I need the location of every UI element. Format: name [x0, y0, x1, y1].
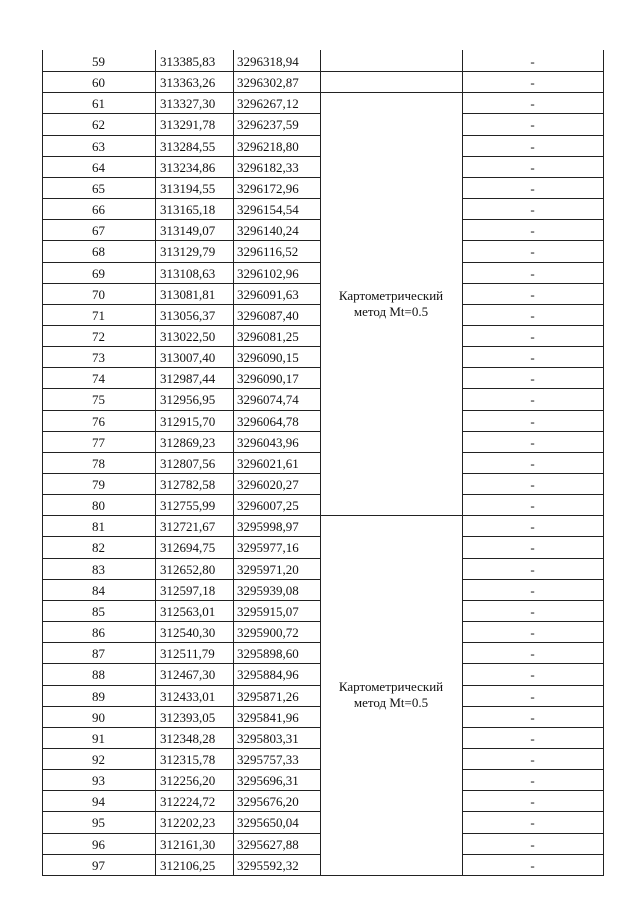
y-coordinate: 3296074,74	[237, 392, 299, 407]
x-coordinate: 312348,28	[160, 731, 216, 746]
accuracy-note: -	[530, 435, 535, 450]
x-coordinate: 313165,18	[160, 202, 216, 217]
y-coordinate: 3296087,40	[237, 308, 299, 323]
y-coordinate: 3296172,96	[237, 181, 299, 196]
y-coordinate: 3296090,15	[237, 350, 299, 365]
y-coordinate: 3295998,97	[237, 519, 299, 534]
accuracy-note: -	[530, 646, 535, 661]
accuracy-note: -	[530, 371, 535, 386]
x-coordinate: 312106,25	[160, 858, 216, 873]
method-divider	[320, 515, 463, 516]
accuracy-note: -	[530, 794, 535, 809]
x-coordinate: 313194,55	[160, 181, 216, 196]
x-coordinate: 313291,78	[160, 117, 216, 132]
y-coordinate: 3296102,96	[237, 266, 299, 281]
point-number: 64	[92, 160, 105, 175]
x-coordinate: 313108,63	[160, 266, 216, 281]
accuracy-note: -	[530, 689, 535, 704]
x-coordinate: 313022,50	[160, 329, 216, 344]
accuracy-note: -	[530, 160, 535, 175]
point-number: 76	[92, 414, 105, 429]
point-number: 73	[92, 350, 105, 365]
method-divider	[320, 92, 463, 93]
point-number: 87	[92, 646, 105, 661]
accuracy-note: -	[530, 181, 535, 196]
x-coordinate: 313327,30	[160, 96, 216, 111]
accuracy-note: -	[530, 329, 535, 344]
accuracy-note: -	[530, 139, 535, 154]
x-coordinate: 312563,01	[160, 604, 216, 619]
y-coordinate: 3296116,52	[237, 244, 299, 259]
x-coordinate: 312224,72	[160, 794, 216, 809]
x-coordinate: 313007,40	[160, 350, 216, 365]
point-number: 59	[92, 54, 105, 69]
y-coordinate: 3295900,72	[237, 625, 299, 640]
point-number: 80	[92, 498, 105, 513]
y-coordinate: 3296081,25	[237, 329, 299, 344]
x-coordinate: 312694,75	[160, 540, 216, 555]
point-number: 62	[92, 117, 105, 132]
accuracy-note: -	[530, 287, 535, 302]
accuracy-note: -	[530, 752, 535, 767]
point-number: 93	[92, 773, 105, 788]
x-coordinate: 313056,37	[160, 308, 216, 323]
y-coordinate: 3296318,94	[237, 54, 299, 69]
accuracy-note: -	[530, 710, 535, 725]
method-text-line: метод Mt=0.5	[353, 695, 429, 710]
accuracy-note: -	[530, 540, 535, 555]
point-number: 65	[92, 181, 105, 196]
accuracy-note: -	[530, 498, 535, 513]
y-coordinate: 3295627,88	[237, 837, 299, 852]
x-coordinate: 312256,20	[160, 773, 216, 788]
x-coordinate: 313363,26	[160, 75, 216, 90]
method-text-line: Картометрический	[338, 288, 444, 303]
accuracy-note: -	[530, 266, 535, 281]
method-text-line: Картометрический	[338, 679, 444, 694]
accuracy-note: -	[530, 223, 535, 238]
method-divider	[320, 71, 463, 72]
y-coordinate: 3295977,16	[237, 540, 299, 555]
point-number: 60	[92, 75, 105, 90]
y-coordinate: 3296182,33	[237, 160, 299, 175]
point-number: 84	[92, 583, 105, 598]
point-number: 81	[92, 519, 105, 534]
x-coordinate: 312202,23	[160, 815, 216, 830]
y-coordinate: 3295971,20	[237, 562, 299, 577]
point-number: 83	[92, 562, 105, 577]
method-divider	[320, 875, 463, 876]
point-number: 69	[92, 266, 105, 281]
point-number: 97	[92, 858, 105, 873]
table-border-right	[603, 50, 604, 876]
y-coordinate: 3295915,07	[237, 604, 299, 619]
point-number: 70	[92, 287, 105, 302]
y-coordinate: 3295898,60	[237, 646, 299, 661]
point-number: 85	[92, 604, 105, 619]
column-divider	[155, 50, 156, 876]
column-divider	[320, 50, 321, 876]
accuracy-note: -	[530, 392, 535, 407]
point-number: 71	[92, 308, 105, 323]
accuracy-note: -	[530, 667, 535, 682]
y-coordinate: 3296140,24	[237, 223, 299, 238]
accuracy-note: -	[530, 75, 535, 90]
y-coordinate: 3295757,33	[237, 752, 299, 767]
x-coordinate: 313284,55	[160, 139, 216, 154]
accuracy-note: -	[530, 625, 535, 640]
y-coordinate: 3295841,96	[237, 710, 299, 725]
y-coordinate: 3295884,96	[237, 667, 299, 682]
point-number: 90	[92, 710, 105, 725]
point-number: 68	[92, 244, 105, 259]
y-coordinate: 3296064,78	[237, 414, 299, 429]
point-number: 77	[92, 435, 105, 450]
column-divider	[233, 50, 234, 876]
accuracy-note: -	[530, 96, 535, 111]
x-coordinate: 312807,56	[160, 456, 216, 471]
point-number: 96	[92, 837, 105, 852]
x-coordinate: 312869,23	[160, 435, 216, 450]
x-coordinate: 312755,99	[160, 498, 216, 513]
y-coordinate: 3295939,08	[237, 583, 299, 598]
accuracy-note: -	[530, 456, 535, 471]
x-coordinate: 312956,95	[160, 392, 216, 407]
accuracy-note: -	[530, 562, 535, 577]
x-coordinate: 312987,44	[160, 371, 216, 386]
accuracy-note: -	[530, 815, 535, 830]
point-number: 92	[92, 752, 105, 767]
x-coordinate: 312161,30	[160, 837, 216, 852]
y-coordinate: 3295871,26	[237, 689, 299, 704]
x-coordinate: 313129,79	[160, 244, 216, 259]
y-coordinate: 3296020,27	[237, 477, 299, 492]
y-coordinate: 3296237,59	[237, 117, 299, 132]
point-number: 79	[92, 477, 105, 492]
y-coordinate: 3296090,17	[237, 371, 299, 386]
accuracy-note: -	[530, 731, 535, 746]
point-number: 61	[92, 96, 105, 111]
method-text-line: метод Mt=0.5	[353, 304, 429, 319]
accuracy-note: -	[530, 308, 535, 323]
accuracy-note: -	[530, 54, 535, 69]
accuracy-note: -	[530, 773, 535, 788]
accuracy-note: -	[530, 350, 535, 365]
point-number: 67	[92, 223, 105, 238]
point-number: 78	[92, 456, 105, 471]
accuracy-note: -	[530, 244, 535, 259]
accuracy-note: -	[530, 837, 535, 852]
y-coordinate: 3296267,12	[237, 96, 299, 111]
accuracy-note: -	[530, 202, 535, 217]
point-number: 95	[92, 815, 105, 830]
x-coordinate: 313234,86	[160, 160, 216, 175]
x-coordinate: 312393,05	[160, 710, 216, 725]
accuracy-note: -	[530, 519, 535, 534]
y-coordinate: 3296007,25	[237, 498, 299, 513]
y-coordinate: 3296302,87	[237, 75, 299, 90]
x-coordinate: 312315,78	[160, 752, 216, 767]
x-coordinate: 312511,79	[160, 646, 215, 661]
y-coordinate: 3296218,80	[237, 139, 299, 154]
y-coordinate: 3295592,32	[237, 858, 299, 873]
point-number: 86	[92, 625, 105, 640]
y-coordinate: 3296043,96	[237, 435, 299, 450]
point-number: 63	[92, 139, 105, 154]
x-coordinate: 312597,18	[160, 583, 216, 598]
x-coordinate: 312540,30	[160, 625, 216, 640]
point-number: 88	[92, 667, 105, 682]
point-number: 66	[92, 202, 105, 217]
x-coordinate: 312782,58	[160, 477, 216, 492]
accuracy-note: -	[530, 117, 535, 132]
y-coordinate: 3295650,04	[237, 815, 299, 830]
x-coordinate: 312467,30	[160, 667, 216, 682]
point-number: 89	[92, 689, 105, 704]
y-coordinate: 3295803,31	[237, 731, 299, 746]
x-coordinate: 312652,80	[160, 562, 216, 577]
x-coordinate: 312433,01	[160, 689, 216, 704]
accuracy-note: -	[530, 583, 535, 598]
y-coordinate: 3296154,54	[237, 202, 299, 217]
point-number: 94	[92, 794, 105, 809]
point-number: 74	[92, 371, 105, 386]
x-coordinate: 312721,67	[160, 519, 216, 534]
y-coordinate: 3296091,63	[237, 287, 299, 302]
method-cell	[320, 288, 462, 320]
y-coordinate: 3296021,61	[237, 456, 299, 471]
point-number: 75	[92, 392, 105, 407]
accuracy-note: -	[530, 858, 535, 873]
point-number: 72	[92, 329, 105, 344]
method-cell	[320, 679, 462, 711]
point-number: 91	[92, 731, 105, 746]
accuracy-note: -	[530, 604, 535, 619]
accuracy-note: -	[530, 414, 535, 429]
x-coordinate: 313385,83	[160, 54, 216, 69]
point-number: 82	[92, 540, 105, 555]
x-coordinate: 312915,70	[160, 414, 216, 429]
y-coordinate: 3295696,31	[237, 773, 299, 788]
x-coordinate: 313149,07	[160, 223, 216, 238]
y-coordinate: 3295676,20	[237, 794, 299, 809]
accuracy-note: -	[530, 477, 535, 492]
x-coordinate: 313081,81	[160, 287, 216, 302]
